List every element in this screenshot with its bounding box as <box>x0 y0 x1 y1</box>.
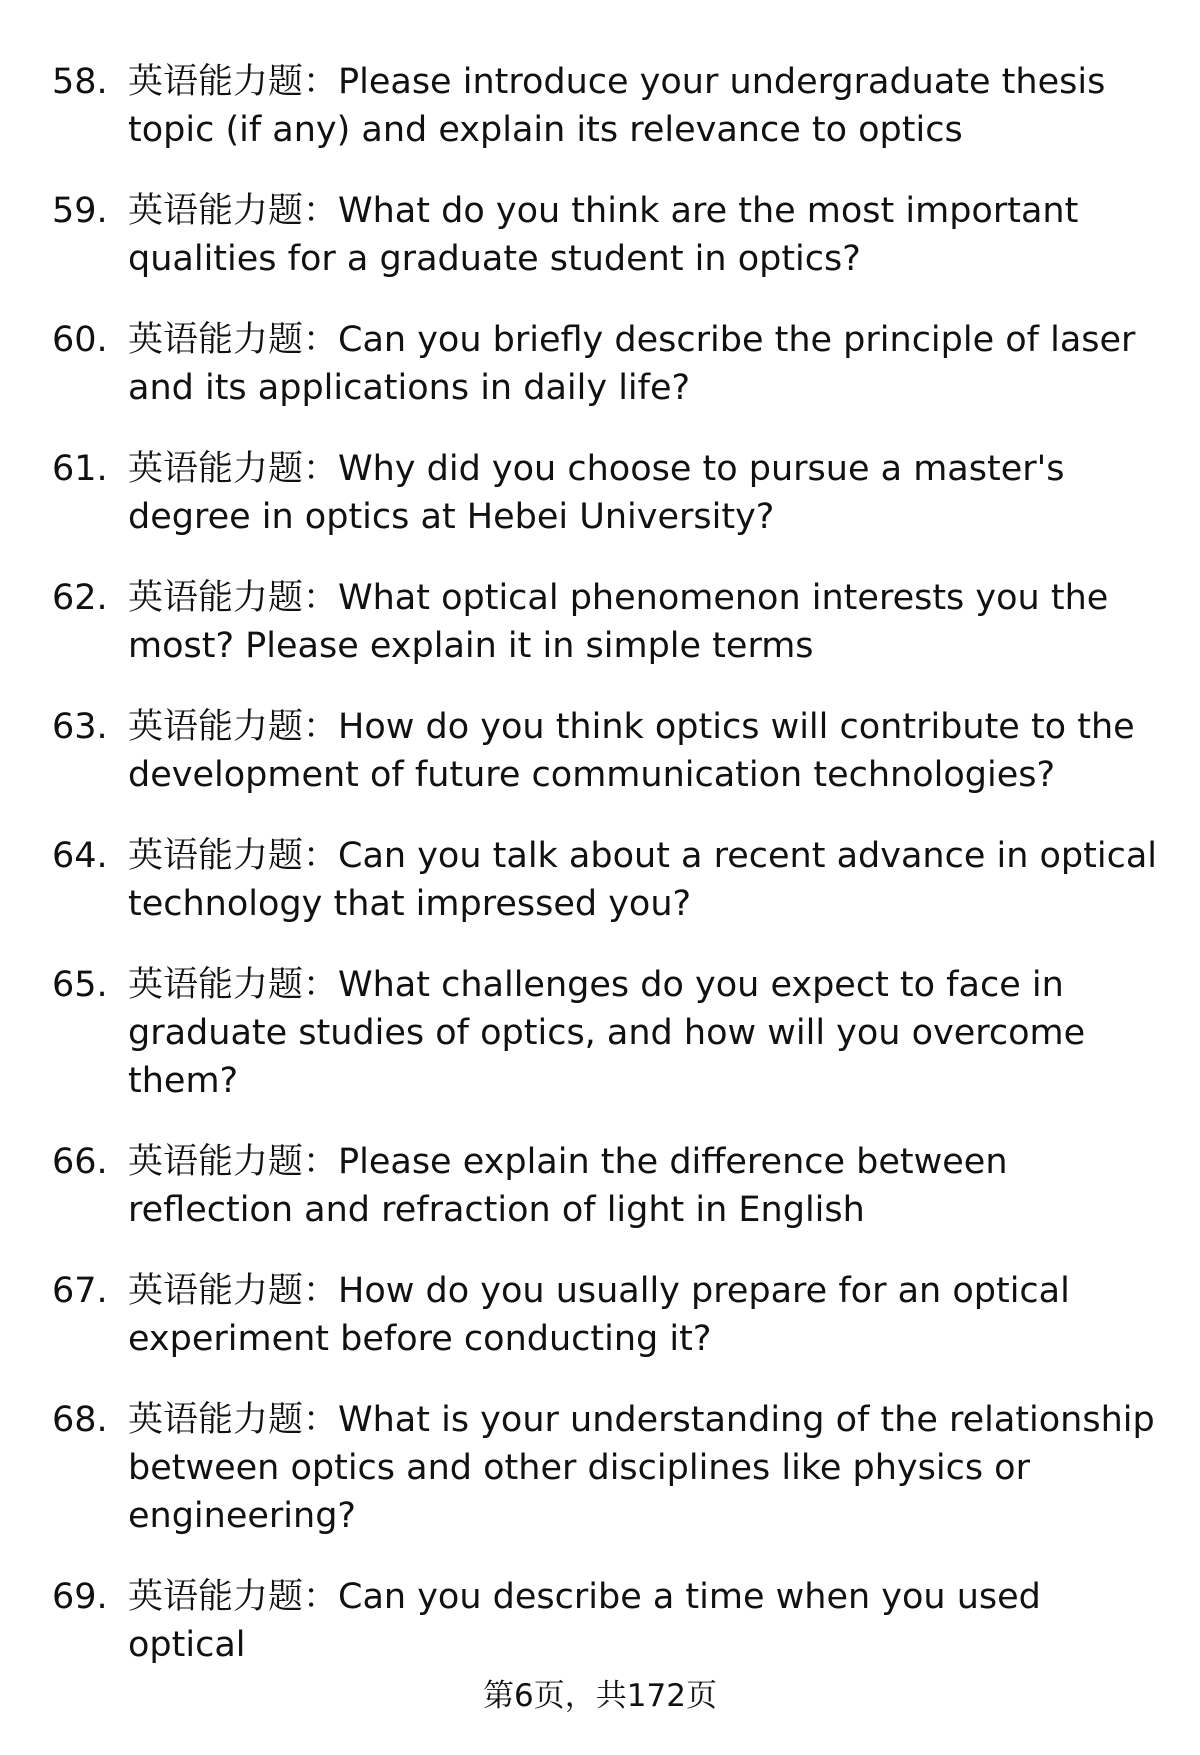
question-category: 英语能力题： <box>128 191 339 231</box>
question-number: 68. <box>52 1400 108 1440</box>
question-item <box>0 58 1200 154</box>
question-category: 英语能力题： <box>128 62 339 102</box>
question-category: 英语能力题： <box>128 1400 339 1440</box>
question-number: 65. <box>52 965 108 1005</box>
question-category: 英语能力题： <box>128 1142 339 1182</box>
question-category: 英语能力题： <box>128 965 339 1005</box>
question-number: 62. <box>52 578 108 618</box>
question-number: 66. <box>52 1142 108 1182</box>
question-number: 64. <box>52 836 108 876</box>
question-text: What do you think are the most important qualities for a graduate student in optics? <box>128 191 1079 279</box>
question-item <box>0 445 1200 541</box>
question-list <box>0 58 1200 1702</box>
question-item <box>0 1138 1200 1234</box>
question-item <box>0 961 1200 1105</box>
question-category: 英语能力题： <box>128 707 339 747</box>
question-text: Can you talk about a recent advance in optical technology that impressed you? <box>128 836 1158 924</box>
question-category: 英语能力题： <box>128 320 339 360</box>
question-text: Why did you choose to pursue a master's degree in optics at Hebei University? <box>128 449 1065 537</box>
question-text: What challenges do you expect to face in graduate studies of optics, and how will you overcome them? <box>128 965 1086 1101</box>
question-item <box>0 187 1200 283</box>
question-text: Please introduce your undergraduate thesis topic (if any) and explain its relevance to optics <box>128 62 1106 150</box>
question-text: Please explain the difference between reflection and refraction of light in English <box>128 1142 1008 1230</box>
question-item <box>0 1573 1200 1669</box>
question-number: 69. <box>52 1577 108 1617</box>
question-item <box>0 316 1200 412</box>
question-text: How do you think optics will contribute to the development of future communication technologies? <box>128 707 1135 795</box>
question-category: 英语能力题： <box>128 1577 339 1617</box>
question-number: 60. <box>52 320 108 360</box>
question-category: 英语能力题： <box>128 449 339 489</box>
question-item <box>0 574 1200 670</box>
question-number: 63. <box>52 707 108 747</box>
question-item <box>0 832 1200 928</box>
question-text: How do you usually prepare for an optical experiment before conducting it? <box>128 1271 1070 1359</box>
question-text: Can you describe a time when you used optical <box>128 1577 1041 1665</box>
question-category: 英语能力题： <box>128 836 339 876</box>
question-category: 英语能力题： <box>128 578 339 618</box>
question-text: What is your understanding of the relationship between optics and other disciplines like physics or engineering? <box>128 1400 1155 1536</box>
question-text: What optical phenomenon interests you the most? Please explain it in simple terms <box>128 578 1109 666</box>
question-item <box>0 1396 1200 1540</box>
question-number: 61. <box>52 449 108 489</box>
question-text: Can you briefly describe the principle of laser and its applications in daily life? <box>128 320 1136 408</box>
question-item <box>0 1267 1200 1363</box>
question-number: 59. <box>52 191 108 231</box>
question-number: 67. <box>52 1271 108 1311</box>
question-number: 58. <box>52 62 108 102</box>
question-category: 英语能力题： <box>128 1271 339 1311</box>
question-item <box>0 703 1200 799</box>
page-number-footer: 第6页，共172页 <box>483 1678 717 1714</box>
